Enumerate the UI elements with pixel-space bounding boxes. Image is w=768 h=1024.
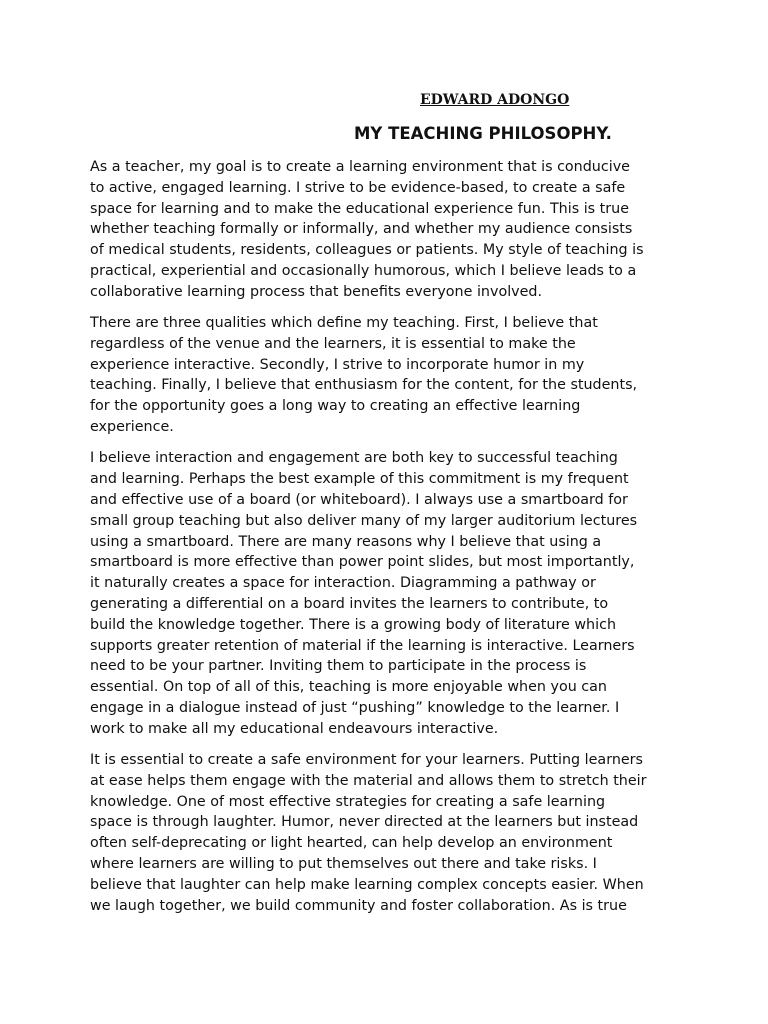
paragraph-line: whether teaching formally or informally, and whether my audience consists: [90, 221, 633, 238]
body-paragraph: [90, 750, 690, 916]
author-name: EDWARD ADONGO: [420, 92, 570, 108]
paragraph-line: to active, engaged learning. I strive to be evidence-based, to create a safe: [90, 179, 626, 196]
paragraph-line: at ease helps them engage with the material and allows them to stretch their: [90, 772, 647, 789]
body-paragraph: [90, 313, 690, 438]
body-paragraph: [90, 448, 690, 739]
body-paragraph: [90, 157, 690, 303]
paragraph-line: smartboard is more effective than power point slides, but most importantly,: [90, 554, 635, 571]
paragraph-line: space for learning and to make the educational experience fun. This is true: [90, 200, 630, 217]
paragraph-line: for the opportunity goes a long way to creating an effective learning: [90, 398, 581, 415]
paragraph-line: space is through laughter. Humor, never directed at the learners but instead: [90, 814, 639, 831]
paragraph-line: experience.: [90, 419, 174, 436]
paragraph-line: generating a differential on a board invites the learners to contribute, to: [90, 595, 609, 612]
paragraph-line: often self-deprecating or light hearted, can help develop an environment: [90, 835, 613, 852]
paragraph-line: experience interactive. Secondly, I strive to incorporate humor in my: [90, 356, 585, 373]
paragraph-line: It is essential to create a safe environment for your learners. Putting learners: [90, 752, 644, 769]
document-title: MY TEACHING PHILOSOPHY.: [354, 124, 612, 143]
paragraph-line: regardless of the venue and the learners, it is essential to make the: [90, 335, 576, 352]
paragraph-line: teaching. Finally, I believe that enthusiasm for the content, for the students,: [90, 377, 638, 394]
paragraph-line: collaborative learning process that benefits everyone involved.: [90, 283, 543, 300]
paragraph-line: engage in a dialogue instead of just “pushing” knowledge to the learner. I: [90, 699, 620, 716]
paragraph-line: and learning. Perhaps the best example of this commitment is my frequent: [90, 471, 629, 488]
paragraph-line: believe that laughter can help make learning complex concepts easier. When: [90, 876, 644, 893]
paragraph-line: where learners are willing to put themselves out there and take risks. I: [90, 856, 597, 872]
paragraph-line: As a teacher, my goal is to create a learning environment that is conducive: [90, 159, 630, 175]
paragraph-line: essential. On top of all of this, teaching is more enjoyable when you can: [90, 679, 607, 696]
paragraph-line: and effective use of a board (or whiteboard). I always use a smartboard for: [90, 491, 628, 508]
paragraph-line: small group teaching but also deliver many of my larger auditorium lectures: [90, 512, 638, 529]
paragraph-line: practical, experiential and occasionally humorous, which I believe leads to a: [90, 262, 637, 279]
paragraph-line: we laugh together, we build community and foster collaboration. As is true: [90, 897, 627, 914]
document-body: [90, 157, 690, 927]
paragraph-line: work to make all my educational endeavours interactive.: [90, 720, 499, 737]
paragraph-line: knowledge. One of most effective strategies for creating a safe learning: [90, 793, 606, 810]
paragraph-line: it naturally creates a space for interaction. Diagramming a pathway or: [90, 575, 596, 592]
paragraph-line: of medical students, residents, colleagues or patients. My style of teaching is: [90, 242, 644, 259]
paragraph-line: using a smartboard. There are many reasons why I believe that using a: [90, 533, 602, 550]
paragraph-line: build the knowledge together. There is a growing body of literature which: [90, 616, 617, 633]
paragraph-line: supports greater retention of material if the learning is interactive. Learners: [90, 637, 635, 654]
paragraph-line: There are three qualities which define my teaching. First, I believe that: [90, 315, 598, 332]
paragraph-line: need to be your partner. Inviting them to participate in the process is: [90, 658, 587, 675]
paragraph-line: I believe interaction and engagement are both key to successful teaching: [90, 450, 618, 467]
